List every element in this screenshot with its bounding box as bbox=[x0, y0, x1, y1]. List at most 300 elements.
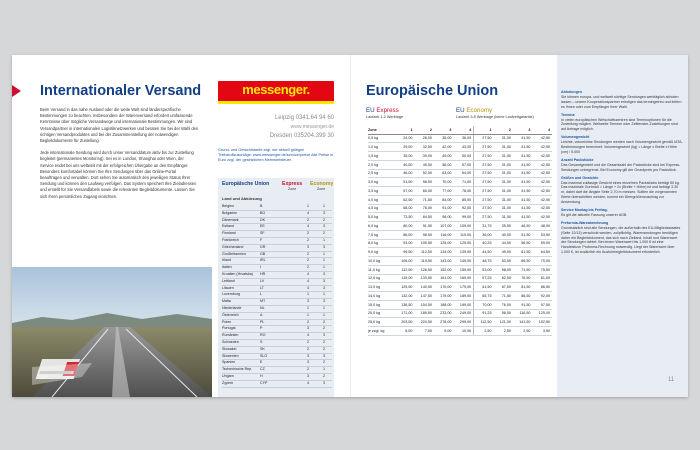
country-row bbox=[222, 210, 332, 217]
economy-zone: 1 bbox=[316, 367, 332, 374]
price-cell: 42,50 bbox=[532, 195, 552, 204]
weight-cell: 13,0 kg bbox=[368, 283, 395, 292]
price-cell: 35,50 bbox=[494, 222, 513, 231]
price-cell: 80,00 bbox=[395, 222, 414, 231]
price-cell: 29,50 bbox=[395, 143, 414, 152]
country-name: Spanien bbox=[222, 360, 260, 367]
price-cell: 57,00 bbox=[453, 160, 473, 169]
price-cell: 224,50 bbox=[414, 318, 433, 327]
express-zone: 4 bbox=[300, 380, 316, 387]
country-code: CYP bbox=[260, 380, 300, 387]
country-row bbox=[222, 237, 332, 244]
weight-cell: 4,5 kg bbox=[368, 204, 395, 213]
price-cell: 76,00 bbox=[494, 300, 513, 309]
country-name: Polen bbox=[222, 319, 260, 326]
eu-express-prefix: EU bbox=[366, 107, 375, 114]
price-cell: 62,50 bbox=[395, 195, 414, 204]
eu-economy-word: Economy bbox=[466, 107, 493, 114]
price-cell: 27,50 bbox=[474, 178, 494, 187]
price-cell: 44,50 bbox=[494, 239, 513, 248]
country-name: Malta bbox=[222, 299, 260, 306]
country-code: MT bbox=[260, 299, 300, 306]
price-row bbox=[368, 152, 552, 161]
country-name: Ungarn bbox=[222, 373, 260, 380]
price-row bbox=[368, 257, 552, 266]
express-zone: 2 bbox=[300, 346, 316, 353]
zone-header-cell: 4 bbox=[453, 126, 473, 134]
zone-header-cell: 3 bbox=[513, 126, 532, 134]
economy-zone: 2 bbox=[316, 231, 332, 238]
price-cell: 139,00 bbox=[453, 248, 473, 257]
express-zone: 2 bbox=[300, 367, 316, 374]
country-code: DK bbox=[260, 217, 300, 224]
info-heading: Service Montag bis Freitag. bbox=[561, 208, 608, 213]
price-cell: 31,75 bbox=[474, 222, 494, 231]
price-cell: 99,00 bbox=[453, 213, 473, 222]
price-cell: 91,00 bbox=[434, 204, 453, 213]
price-cell: 71,50 bbox=[513, 265, 532, 274]
price-cell: 67,00 bbox=[494, 283, 513, 292]
country-name: Italien bbox=[222, 265, 260, 272]
economy-zone: 3 bbox=[316, 353, 332, 360]
intro-text bbox=[40, 107, 198, 206]
price-cell: 92,00 bbox=[453, 204, 473, 213]
logo-text: messenger. bbox=[242, 82, 310, 97]
price-cell: 68,00 bbox=[395, 204, 414, 213]
price-cell: 53,50 bbox=[532, 230, 552, 239]
express-zone: 2 bbox=[300, 258, 316, 265]
price-cell: 31,00 bbox=[494, 134, 513, 143]
per-kg-price: 6,50 bbox=[395, 327, 414, 336]
country-code: E bbox=[260, 360, 300, 367]
country-name: Zypern bbox=[222, 380, 260, 387]
price-cell: 42,00 bbox=[434, 143, 453, 152]
country-code: PL bbox=[260, 319, 300, 326]
price-cell: 32,50 bbox=[414, 143, 433, 152]
price-cell: 112,50 bbox=[474, 318, 494, 327]
express-zone: 2 bbox=[300, 231, 316, 238]
price-cell: 84,50 bbox=[414, 213, 433, 222]
country-name: Portugal bbox=[222, 326, 260, 333]
express-zone: 2 bbox=[300, 265, 316, 272]
price-cell: 86,50 bbox=[395, 230, 414, 239]
country-code: F bbox=[260, 237, 300, 244]
price-cell: 152,00 bbox=[434, 265, 453, 274]
price-cell: 31,00 bbox=[494, 187, 513, 196]
info-heading: Abholungen bbox=[561, 90, 582, 94]
express-zone: 4 bbox=[300, 285, 316, 292]
price-cell: 49,00 bbox=[494, 248, 513, 257]
country-row bbox=[222, 285, 332, 292]
price-cell: 73,50 bbox=[395, 213, 414, 222]
price-cell: 41,50 bbox=[513, 160, 532, 169]
price-cell: 199,00 bbox=[453, 300, 473, 309]
price-cell: 278,00 bbox=[434, 318, 453, 327]
price-cell: 53,50 bbox=[494, 257, 513, 266]
price-cell: 78,00 bbox=[453, 187, 473, 196]
economy-zone: 3 bbox=[316, 278, 332, 285]
info-heading: Preformia-Wareabrechnung bbox=[561, 220, 609, 225]
country-row bbox=[222, 333, 332, 340]
weight-cell: 1,5 kg bbox=[368, 152, 395, 161]
price-cell: 51,50 bbox=[395, 178, 414, 187]
weight-cell: 12,0 kg bbox=[368, 274, 395, 283]
price-cell: 106,00 bbox=[395, 257, 414, 266]
country-row bbox=[222, 367, 332, 374]
price-cell: 112,50 bbox=[395, 265, 414, 274]
economy-zone: 1 bbox=[316, 312, 332, 319]
country-name: Bulgarien bbox=[222, 210, 260, 217]
price-cell: 169,00 bbox=[453, 274, 473, 283]
country-row bbox=[222, 224, 332, 231]
right-page bbox=[350, 55, 688, 397]
price-cell: 71,50 bbox=[414, 195, 433, 204]
price-cell: 40,50 bbox=[395, 160, 414, 169]
price-row bbox=[368, 143, 552, 152]
price-cell: 92,00 bbox=[532, 292, 552, 301]
right-page-title: Europäische Union bbox=[366, 83, 499, 99]
intro-paragraph-2: Jede internationale Sendung wird durch unser Versanddatum aktiv bis zur Zustellung begleitet (permanentes Monitoring). Sei es in London, Shanghai oder Wien, der Service endet bei uns weltweit mit der erfolgreichen Übergabe an den Empfänger. Besonders komfortabel können Sie Ihre Sendungen über das Online-Portal beauftragen und verwalten. Dort sehen Sie automatisch den jeweiligen Status Ihrer Sendung und können den Laufweg verfolgen. Das System speichert Ihre Zieladressen und erstellt für Sie Versandlabels sowie die relevanten Begleitdokumente. Lassen Sie sich Ihren persönlichen Zugang einrichten. bbox=[40, 150, 197, 199]
per-kg-price: 2,50 bbox=[474, 327, 494, 336]
country-name: Estland bbox=[222, 224, 260, 231]
website-url: www.messenger.de bbox=[290, 124, 334, 130]
price-cell: 63,00 bbox=[434, 169, 453, 178]
country-name: Großbritannien bbox=[222, 251, 260, 258]
express-zone: 3 bbox=[300, 373, 316, 380]
country-code: SF bbox=[260, 231, 300, 238]
country-code: SK bbox=[260, 346, 300, 353]
weight-cell: 11,0 kg bbox=[368, 265, 395, 274]
price-cell: 159,00 bbox=[453, 265, 473, 274]
price-cell: 99,50 bbox=[395, 248, 414, 257]
country-row bbox=[222, 353, 332, 360]
price-cell: 41,50 bbox=[513, 152, 532, 161]
price-row bbox=[368, 292, 552, 301]
country-code: I bbox=[260, 265, 300, 272]
eu-express-heading bbox=[366, 107, 399, 114]
price-cell: 42,50 bbox=[532, 178, 552, 187]
country-code: NL bbox=[260, 305, 300, 312]
price-cell: 77,00 bbox=[434, 187, 453, 196]
country-row bbox=[222, 305, 332, 312]
express-zone: 4 bbox=[300, 210, 316, 217]
price-cell: 57,00 bbox=[395, 187, 414, 196]
price-row bbox=[368, 248, 552, 257]
price-cell: 31,00 bbox=[494, 204, 513, 213]
price-cell: 42,50 bbox=[532, 143, 552, 152]
country-name: Schweden bbox=[222, 339, 260, 346]
price-row bbox=[368, 309, 552, 318]
price-cell: 41,50 bbox=[513, 213, 532, 222]
express-zone: 4 bbox=[300, 333, 316, 340]
price-cell: 149,00 bbox=[453, 257, 473, 266]
price-row bbox=[368, 274, 552, 283]
price-note: Grund- und Gewichtstarife zzgl. der aktuell gültigen Treibstoffzuschläge: www.messenger.de/service/preise Alle Preise in Euro zzgl. der gesetzlichen Mehrwertsteuer. bbox=[218, 148, 334, 163]
price-cell: 48,00 bbox=[532, 222, 552, 231]
info-text: Sie können europa- und weltweit sichtige Sendungen werktäglich abholen lassen – unsere Kooperationspartner erledigen das termingetreu und liefern es Ihnen oder zum Empfänger Ihrer Wahl. bbox=[561, 94, 682, 109]
price-cell: 98,50 bbox=[414, 230, 433, 239]
price-row bbox=[368, 187, 552, 196]
price-row bbox=[368, 265, 552, 274]
price-cell: 109,00 bbox=[453, 222, 473, 231]
express-zone: 3 bbox=[300, 326, 316, 333]
price-cell: 81,50 bbox=[513, 283, 532, 292]
country-row bbox=[222, 292, 332, 299]
country-row bbox=[222, 373, 332, 380]
price-cell: 299,00 bbox=[453, 318, 473, 327]
page-gutter bbox=[350, 55, 351, 397]
country-code: RO bbox=[260, 333, 300, 340]
country-table-title: Europäische Union bbox=[222, 181, 270, 187]
price-cell: 27,50 bbox=[474, 143, 494, 152]
country-table-economy-label: Economy bbox=[310, 181, 334, 187]
weight-cell: 2,0 kg bbox=[368, 160, 395, 169]
price-cell: 59,00 bbox=[532, 239, 552, 248]
zone-header: Zone bbox=[368, 126, 395, 134]
country-table-zone-label-express: Zone bbox=[288, 187, 297, 191]
price-cell: 143,00 bbox=[434, 257, 453, 266]
zone-header-cell: 2 bbox=[494, 126, 513, 134]
price-row bbox=[368, 230, 552, 239]
economy-zone: 1 bbox=[316, 204, 332, 210]
express-zone: 4 bbox=[300, 271, 316, 278]
price-row bbox=[368, 160, 552, 169]
eu-economy-heading bbox=[456, 107, 492, 114]
info-heading: Größen und Gewichte bbox=[561, 175, 599, 180]
price-cell: 51,50 bbox=[513, 230, 532, 239]
info-heading: Termine bbox=[561, 112, 575, 117]
price-cell: 84,00 bbox=[434, 195, 453, 204]
country-name: Tschechische Rep. bbox=[222, 367, 260, 374]
info-column bbox=[561, 87, 683, 255]
price-cell: 58,50 bbox=[414, 178, 433, 187]
price-cell: 43,00 bbox=[453, 143, 473, 152]
price-cell: 42,50 bbox=[532, 213, 552, 222]
country-name: Irland bbox=[222, 258, 260, 265]
economy-zone: 2 bbox=[316, 319, 332, 326]
contact-dresden: Dresden 035204.399 30 bbox=[269, 133, 334, 139]
economy-zone: 1 bbox=[316, 292, 332, 299]
price-cell: 27,50 bbox=[474, 213, 494, 222]
weight-cell: 10,0 kg bbox=[368, 257, 395, 266]
country-row bbox=[222, 312, 332, 319]
price-cell: 189,50 bbox=[414, 309, 433, 318]
country-row bbox=[222, 217, 332, 224]
contact-leipzig: Leipzig 0341.64 94 60 bbox=[274, 115, 334, 121]
weight-cell: 25,0 kg bbox=[368, 318, 395, 327]
brochure-spread bbox=[12, 55, 688, 397]
price-cell: 65,00 bbox=[414, 187, 433, 196]
economy-zone: 3 bbox=[316, 380, 332, 387]
price-cell: 107,00 bbox=[434, 222, 453, 231]
price-row bbox=[368, 204, 552, 213]
price-cell: 97,50 bbox=[532, 300, 552, 309]
price-cell: 119,00 bbox=[395, 274, 414, 283]
country-row bbox=[222, 271, 332, 278]
price-cell: 140,50 bbox=[414, 283, 433, 292]
info-text: Leichte, voluminöse Sendungen werden nach Volumengewicht gemäß IATA-Bestimmungen berechnet: Volumengewicht (kg) = Länge x Breite x Höhe (cm) / 5.000 bbox=[561, 140, 683, 154]
express-zone: 4 bbox=[300, 224, 316, 231]
price-cell: 134,00 bbox=[434, 248, 453, 257]
price-cell: 147,50 bbox=[414, 292, 433, 301]
price-row bbox=[368, 178, 552, 187]
express-zone: 2 bbox=[300, 251, 316, 258]
info-text: In vielen europäischen Wirtschaftszentren sind Terminoptionen für die Zustellung möglich. Weltweite Termine oder Zeitfenster-Zustellungen sind auf Anfrage möglich. bbox=[561, 117, 678, 132]
country-code: LT bbox=[260, 285, 300, 292]
price-cell: 132,00 bbox=[395, 292, 414, 301]
price-cell: 42,50 bbox=[532, 187, 552, 196]
price-cell: 42,50 bbox=[532, 204, 552, 213]
eu-express-word: Express bbox=[376, 107, 399, 114]
express-zone: 1 bbox=[300, 292, 316, 299]
left-page-number: 10 bbox=[40, 375, 47, 381]
price-cell: 70,00 bbox=[532, 257, 552, 266]
country-name: Dänemark bbox=[222, 217, 260, 224]
economy-zone: 1 bbox=[316, 258, 332, 265]
country-table-express-label: Express bbox=[282, 181, 303, 187]
country-table-zone-label-economy: Zone bbox=[317, 187, 326, 191]
price-cell: 189,00 bbox=[453, 292, 473, 301]
price-cell: 152,50 bbox=[532, 318, 552, 327]
price-cell: 35,00 bbox=[434, 134, 453, 143]
express-zone: 2 bbox=[300, 339, 316, 346]
economy-zone: 2 bbox=[316, 346, 332, 353]
country-code: LV bbox=[260, 278, 300, 285]
economy-zone: 1 bbox=[316, 305, 332, 312]
economy-zone: 2 bbox=[316, 326, 332, 333]
country-table bbox=[222, 204, 332, 388]
price-cell: 138,50 bbox=[395, 300, 414, 309]
price-cell: 45,50 bbox=[414, 160, 433, 169]
country-name: Luxemburg bbox=[222, 292, 260, 299]
country-row bbox=[222, 244, 332, 251]
zone-header-cell: 1 bbox=[474, 126, 494, 134]
country-row bbox=[222, 258, 332, 265]
price-cell: 40,00 bbox=[494, 230, 513, 239]
price-cell: 52,00 bbox=[414, 169, 433, 178]
price-cell: 105,50 bbox=[414, 239, 433, 248]
price-cell: 57,25 bbox=[474, 274, 494, 283]
price-cell: 179,00 bbox=[453, 283, 473, 292]
price-cell: 27,50 bbox=[474, 169, 494, 178]
price-cell: 50,00 bbox=[453, 152, 473, 161]
eu-economy-prefix: EU bbox=[456, 107, 465, 114]
price-row bbox=[368, 169, 552, 178]
price-cell: 27,50 bbox=[474, 187, 494, 196]
country-row bbox=[222, 360, 332, 367]
price-row bbox=[368, 300, 552, 309]
economy-zone: 2 bbox=[316, 217, 332, 224]
economy-zone: 3 bbox=[316, 224, 332, 231]
country-name: Finnland bbox=[222, 231, 260, 238]
price-row-per-kg bbox=[368, 327, 552, 336]
economy-zone: 3 bbox=[316, 210, 332, 217]
per-kg-price: 2,50 bbox=[513, 327, 532, 336]
country-code: BG bbox=[260, 210, 300, 217]
left-page-title: Internationaler Versand bbox=[40, 83, 202, 99]
country-name: Litauen bbox=[222, 285, 260, 292]
zone-header-cell: 4 bbox=[532, 126, 552, 134]
economy-zone: 1 bbox=[316, 251, 332, 258]
country-name: Niederlande bbox=[222, 305, 260, 312]
country-name: Frankreich bbox=[222, 237, 260, 244]
economy-zone: 3 bbox=[316, 244, 332, 251]
price-cell: 31,00 bbox=[494, 160, 513, 169]
economy-zone: 3 bbox=[316, 333, 332, 340]
weight-cell: 5,0 kg bbox=[368, 213, 395, 222]
price-cell: 31,00 bbox=[494, 178, 513, 187]
price-cell: 91,50 bbox=[513, 300, 532, 309]
price-cell: 133,50 bbox=[414, 274, 433, 283]
price-cell: 249,00 bbox=[453, 309, 473, 318]
express-zone: 1 bbox=[300, 312, 316, 319]
price-cell: 44,50 bbox=[474, 248, 494, 257]
price-cell: 75,50 bbox=[532, 265, 552, 274]
price-cell: 41,50 bbox=[513, 143, 532, 152]
logo-underline bbox=[218, 101, 334, 104]
price-cell: 81,00 bbox=[532, 274, 552, 283]
zone-header-cell: 3 bbox=[434, 126, 453, 134]
country-code: P bbox=[260, 326, 300, 333]
price-cell: 24,00 bbox=[395, 134, 414, 143]
price-cell: 91,50 bbox=[414, 222, 433, 231]
price-row bbox=[368, 239, 552, 248]
price-cell: 126,50 bbox=[414, 265, 433, 274]
price-cell: 188,00 bbox=[434, 300, 453, 309]
per-kg-price: 7,00 bbox=[414, 327, 433, 336]
country-name: Lettland bbox=[222, 278, 260, 285]
price-cell: 31,00 bbox=[494, 143, 513, 152]
price-cell: 116,50 bbox=[513, 309, 532, 318]
price-row bbox=[368, 213, 552, 222]
express-zone: 2 bbox=[300, 237, 316, 244]
price-row bbox=[368, 318, 552, 327]
economy-zone: 3 bbox=[316, 299, 332, 306]
country-row bbox=[222, 380, 332, 387]
price-cell: 61,50 bbox=[513, 248, 532, 257]
price-cell: 203,50 bbox=[395, 318, 414, 327]
per-kg-price: 3,50 bbox=[532, 327, 552, 336]
price-cell: 41,50 bbox=[513, 195, 532, 204]
price-cell: 41,50 bbox=[513, 169, 532, 178]
price-cell: 41,50 bbox=[513, 134, 532, 143]
country-code: SLO bbox=[260, 353, 300, 360]
info-text: Das maximal zulässige Gewicht eines einzelnen Packstücks beträgt 50 kg. Das maximale Gurtmaß = Länge + 2x (Breite + Höhe) ist und beträgt 3,30 m, dabei darf die längste Seite 2,70 m messen. Sollten die vorgenannten Werte überschritten werden, kommt ein Übergrößenzuschlag zur Anwendung. bbox=[561, 180, 680, 205]
price-row bbox=[368, 134, 552, 143]
price-cell: 27,50 bbox=[474, 134, 494, 143]
weight-cell: 14,0 kg bbox=[368, 292, 395, 301]
weight-cell: 6,0 kg bbox=[368, 222, 395, 231]
info-heading: Volumengewicht bbox=[561, 135, 590, 140]
price-cell: 61,50 bbox=[474, 283, 494, 292]
price-cell: 42,50 bbox=[532, 152, 552, 161]
zone-header-cell: 1 bbox=[395, 126, 414, 134]
country-row bbox=[222, 299, 332, 306]
country-code: L bbox=[260, 292, 300, 299]
country-code: S bbox=[260, 339, 300, 346]
price-cell: 98,00 bbox=[434, 213, 453, 222]
price-cell: 76,50 bbox=[513, 274, 532, 283]
price-cell: 62,50 bbox=[494, 274, 513, 283]
messenger-logo bbox=[218, 81, 334, 102]
price-cell: 46,00 bbox=[395, 169, 414, 178]
eu-economy-days: Laufzeit 3-5 Werktage (keine Laufzeitgarantie) bbox=[456, 115, 534, 119]
country-row bbox=[222, 265, 332, 272]
price-cell: 48,75 bbox=[474, 257, 494, 266]
country-code: GB bbox=[260, 251, 300, 258]
economy-zone: 3 bbox=[316, 271, 332, 278]
price-cell: 41,50 bbox=[513, 204, 532, 213]
